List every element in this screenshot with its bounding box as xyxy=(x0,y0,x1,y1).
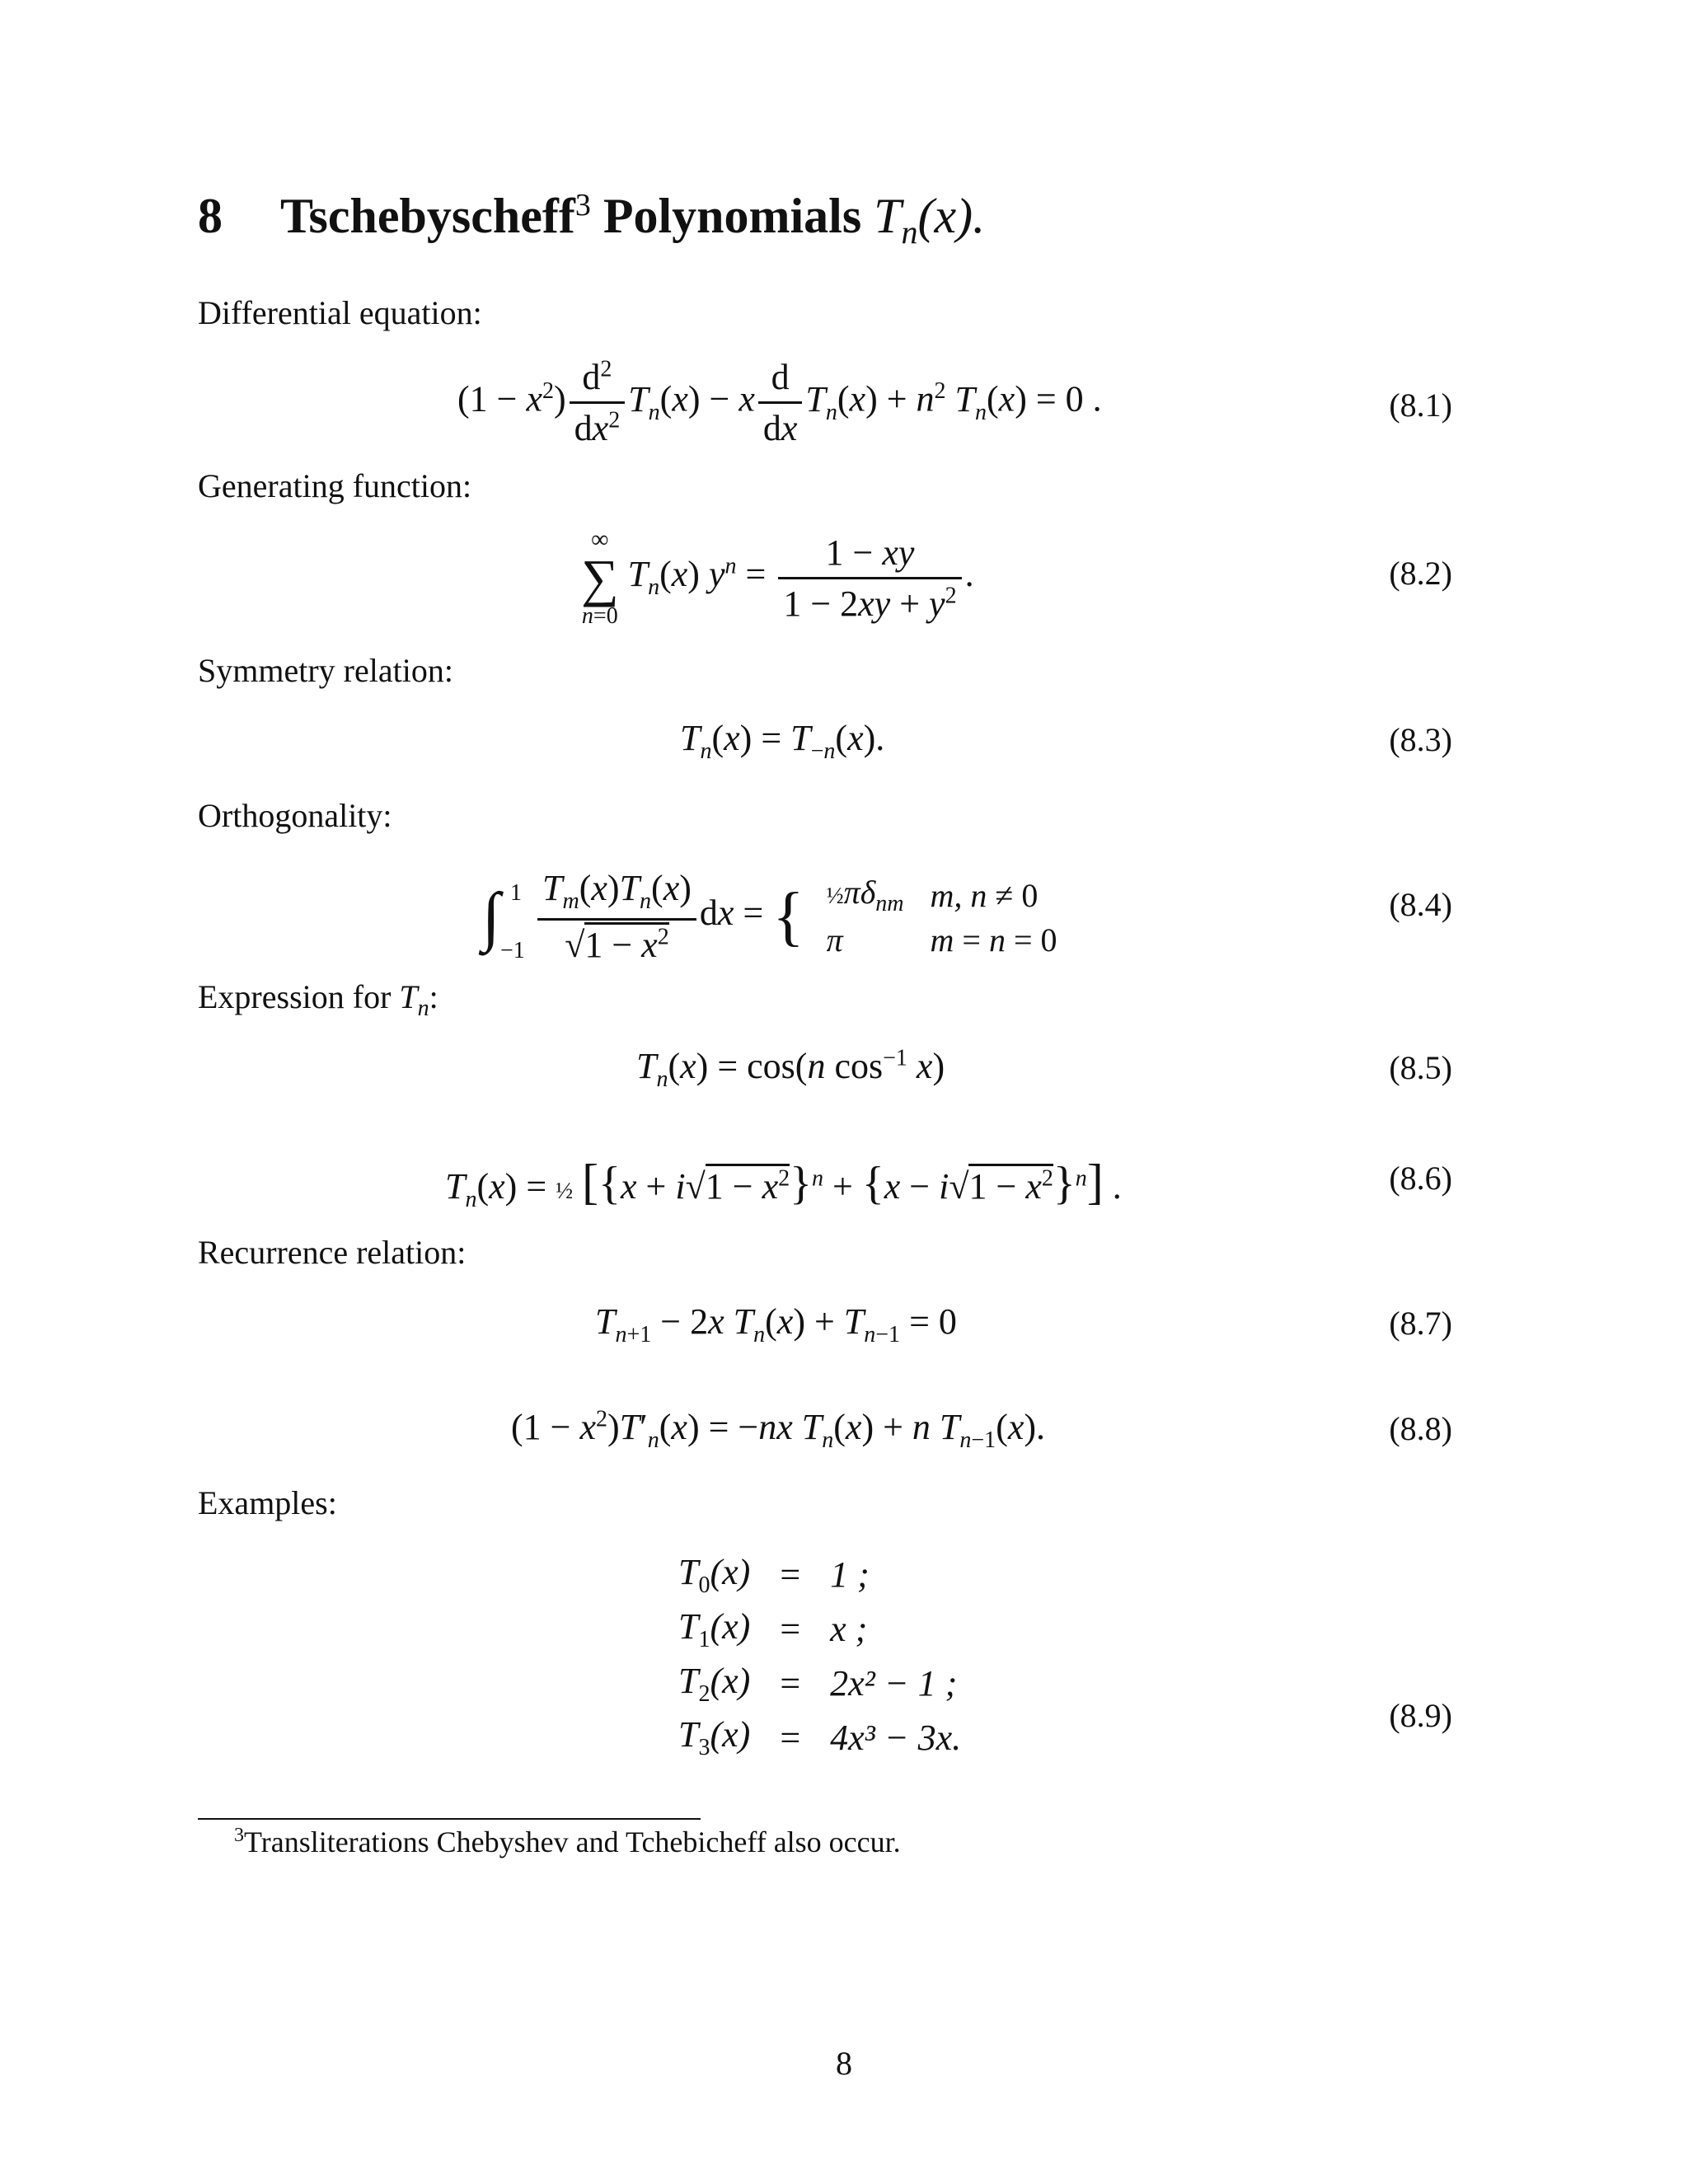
equation-8-1: $(1 - x^2)$ $\frac{d^2}{dx^2}$ $T_n(x) - x$ $\frac{d}{dx}$ $T_n(x) + n^2$ $T_n(x) = 0$ . xyxy=(457,356,1102,448)
footnote-text: Transliterations Chebyshev and Tchebicheff also occur. xyxy=(244,1825,901,1858)
equation-number: (8.5) xyxy=(1389,1049,1452,1086)
section-number: 8 xyxy=(198,189,223,243)
equation-number: (8.8) xyxy=(1389,1410,1452,1447)
equation-number: (8.4) xyxy=(1389,886,1452,923)
label-generating: Generating function: xyxy=(198,467,472,504)
label-orthogonality: Orthogonality: xyxy=(198,797,392,834)
example-row: $T_1(x)$ = x ; xyxy=(678,1605,868,1652)
footnote-rule xyxy=(198,1818,701,1820)
label-expression: Expression for $T_n$: xyxy=(198,978,438,1021)
example-row: $T_0(x)$ = 1 ; xyxy=(678,1552,870,1598)
equation-number: (8.6) xyxy=(1389,1160,1452,1197)
equation-number: (8.7) xyxy=(1389,1305,1452,1342)
label-recurrence: Recurrence relation: xyxy=(198,1234,467,1271)
equation-number: (8.2) xyxy=(1389,555,1452,592)
label-symmetry: Symmetry relation: xyxy=(198,652,453,689)
equation-8-6: $T_n(x)$ = ½ $[\{x + i√1 - x^2\}^n + \{x - i√1 - x^2\}^n]$ . xyxy=(445,1155,1122,1212)
example-row: $T_2(x)$ = 2x² − 1 ; xyxy=(678,1660,958,1707)
label-differential: Differential equation: xyxy=(198,294,482,331)
section-title-rest: Polynomials xyxy=(603,189,862,243)
equation-8-4: ∫ 1 −1 $\frac{T_m(x)T_n(x)}{√1 - x^2}$ dx = { $\frac{1}{2}\pi\delta_{nm}$ m, n ≠ 0 π m = n = 0 xyxy=(482,868,1057,965)
equation-number: (8.3) xyxy=(1389,721,1452,758)
section-title xyxy=(280,188,985,251)
equation-8-2: ∞ ∑ n=0 $T_n(x) y^n$ = $\frac{1 - xy}{1 - 2xy + y^2}$ . xyxy=(581,526,974,629)
equation-8-8: $(1 - x^2)T'_n(x) = -nx$ $T_n(x) + n$ $T_{n-1}(x)$. xyxy=(511,1406,1046,1453)
label-examples: Examples: xyxy=(198,1484,337,1521)
equation-8-7: $T_{n+1} - 2x$ $T_n(x) + T_{n-1} = 0$ xyxy=(595,1301,957,1347)
examples-table xyxy=(663,1548,976,1765)
page-number: 8 xyxy=(836,2045,852,2082)
section-title-math: $T_n(x)$. xyxy=(874,189,986,251)
example-row: $T_3(x)$ = 4x³ − 3x. xyxy=(678,1714,962,1761)
equation-number: (8.1) xyxy=(1389,387,1452,424)
section-title-name: Tschebyscheff xyxy=(280,189,575,243)
footnote xyxy=(234,1825,901,1859)
title-footnote-mark: 3 xyxy=(574,188,591,223)
equation-8-3: $T_n(x) = T_{-n}(x)$. xyxy=(680,718,885,764)
equation-number: (8.9) xyxy=(1389,1697,1452,1734)
equation-8-5: $T_n(x) = \cos(n$ $\cos^{-1} x$) xyxy=(636,1045,945,1092)
footnote-mark: 3 xyxy=(234,1825,244,1846)
